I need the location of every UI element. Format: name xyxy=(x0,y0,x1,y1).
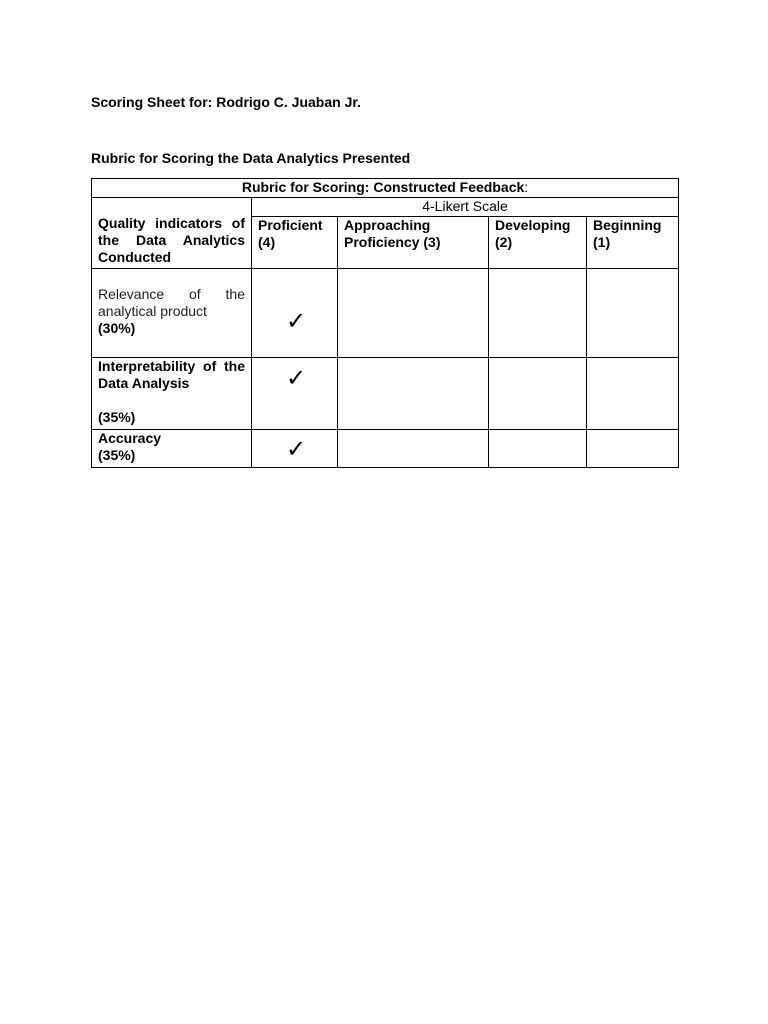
indicator-label: Interpretability of the Data Analysis xyxy=(98,358,245,391)
level-header-approaching: Approaching Proficiency (3) xyxy=(338,217,489,269)
rubric-title-colon: : xyxy=(524,179,529,195)
table-row xyxy=(92,358,679,430)
score-cell-developing xyxy=(489,358,587,430)
rubric-heading: Rubric for Scoring the Data Analytics Presented xyxy=(91,150,411,166)
indicator-cell xyxy=(92,269,252,358)
score-cell-approaching xyxy=(338,430,489,468)
indicator-cell xyxy=(92,430,252,468)
table-row xyxy=(92,269,679,358)
check-mark-icon: ✓ xyxy=(286,364,307,392)
score-cell-approaching xyxy=(338,269,489,358)
score-cell-developing xyxy=(489,430,587,468)
score-cell-proficient xyxy=(252,358,338,430)
rubric-title-row xyxy=(92,179,679,198)
score-cell-beginning xyxy=(587,269,679,358)
score-cell-beginning xyxy=(587,430,679,468)
indicator-weight: (30%) xyxy=(98,320,136,336)
score-cell-approaching xyxy=(338,358,489,430)
indicator-weight: (35%) xyxy=(98,447,136,463)
check-mark-icon: ✓ xyxy=(286,435,307,463)
scale-row xyxy=(92,198,679,217)
score-cell-developing xyxy=(489,269,587,358)
scale-label: 4-Likert Scale xyxy=(252,198,679,217)
score-cell-beginning xyxy=(587,358,679,430)
rubric-title: Rubric for Scoring: Constructed Feedback xyxy=(241,179,525,195)
indicator-cell xyxy=(92,358,252,430)
score-cell-proficient xyxy=(252,430,338,468)
indicator-label: Accuracy xyxy=(98,430,162,446)
scoring-sheet-title: Scoring Sheet for: Rodrigo C. Juaban Jr. xyxy=(91,94,361,110)
level-header-proficient: Proficient (4) xyxy=(252,217,338,269)
level-header-beginning: Beginning (1) xyxy=(587,217,679,269)
score-cell-proficient xyxy=(252,269,338,358)
rubric-table xyxy=(91,178,679,468)
rubric-title-cell xyxy=(92,179,679,198)
level-header-developing: Developing (2) xyxy=(489,217,587,269)
table-row xyxy=(92,430,679,468)
indicator-weight: (35%) xyxy=(98,409,136,425)
indicator-label: Relevance of the analytical product xyxy=(98,286,245,319)
indicator-spacer xyxy=(98,392,245,409)
check-mark-icon: ✓ xyxy=(286,307,307,335)
indicator-header: Quality indicators of the Data Analytics Conducted xyxy=(92,198,252,269)
